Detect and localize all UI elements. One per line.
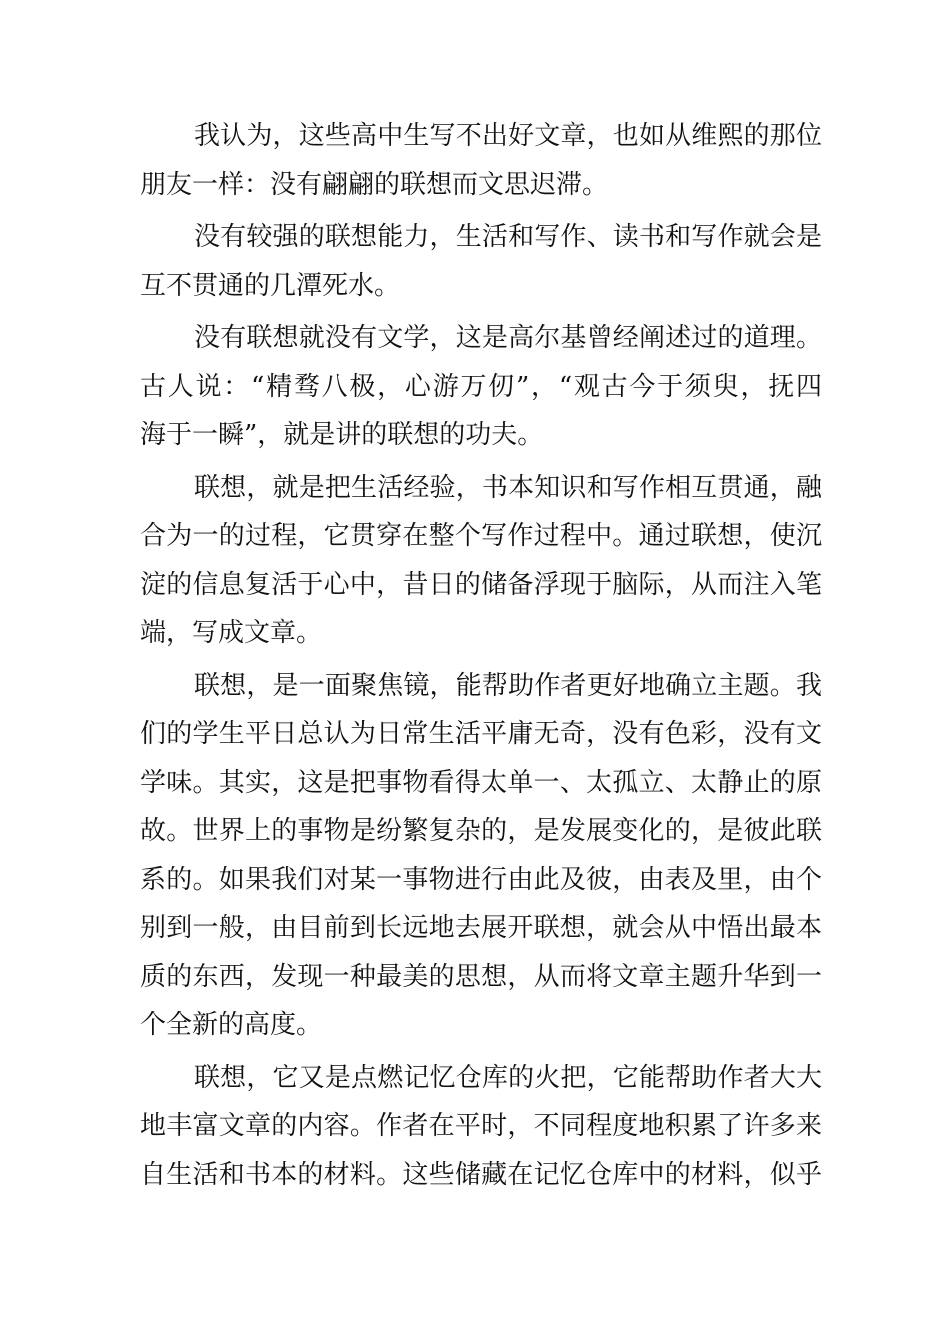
text-line: 联想，它又是点燃记忆仓库的火把，它能帮助作者大大 [194,1062,822,1093]
text-line: 互不贯通的几潭死水。 [140,270,401,301]
paragraph [140,213,822,310]
text-line: 们的学生平日总认为日常生活平庸无奇，没有色彩，没有文 [140,719,822,749]
text-line: 地丰富文章的内容。作者在平时，不同程度地积累了许多来 [140,1111,822,1141]
text-line: 我认为，这些高中生写不出好文章，也如从维熙的那位 [194,121,822,151]
text-line: 联想，是一面聚焦镜，能帮助作者更好地确立主题。我 [194,670,822,701]
text-line: 端，写成文章。 [140,618,323,648]
text-line: 质的东西，发现一种最美的思想，从而将文章主题升华到一 [140,961,822,992]
text-line: 合为一的过程，它贯穿在整个写作过程中。通过联想，使沉 [140,521,822,551]
text-line: 学味。其实，这是把事物看得太单一、太孤立、太静止的原 [140,767,822,798]
text-line: 淀的信息复活于心中，昔日的储备浮现于脑际，从而注入笔 [140,569,822,600]
text-line: 别到一般，由目前到长远地去展开联想，就会从中悟出最本 [140,913,822,943]
text-line: 海于一瞬”，就是讲的联想的功夫。 [140,420,544,450]
paragraph [140,662,822,1050]
paragraph [140,112,822,209]
document-body [140,112,822,1199]
text-line: 故。世界上的事物是纷繁复杂的，是发展变化的，是彼此联 [140,816,822,846]
text-line: 自生活和书本的材料。这些储藏在记忆仓库中的材料，似乎 [140,1159,822,1190]
text-line: 没有较强的联想能力，生活和写作、读书和写作就会是 [194,222,822,252]
paragraph [140,1054,822,1200]
paragraph [140,314,822,460]
text-line: 朋友一样：没有翩翩的联想而文思迟滞。 [140,169,609,200]
text-line: 没有联想就没有文学，这是高尔基曾经阐述过的道理。 [194,323,822,353]
text-line: 联想，就是把生活经验，书本知识和写作相互贯通，融 [194,472,822,503]
text-line: 个全新的高度。 [140,1010,323,1040]
paragraph [140,464,822,658]
text-line: 古人说：“精骛八极，心游万仞”，“观古今于须臾，抚四 [140,371,822,402]
text-line: 系的。如果我们对某一事物进行由此及彼，由表及里，由个 [140,864,822,895]
